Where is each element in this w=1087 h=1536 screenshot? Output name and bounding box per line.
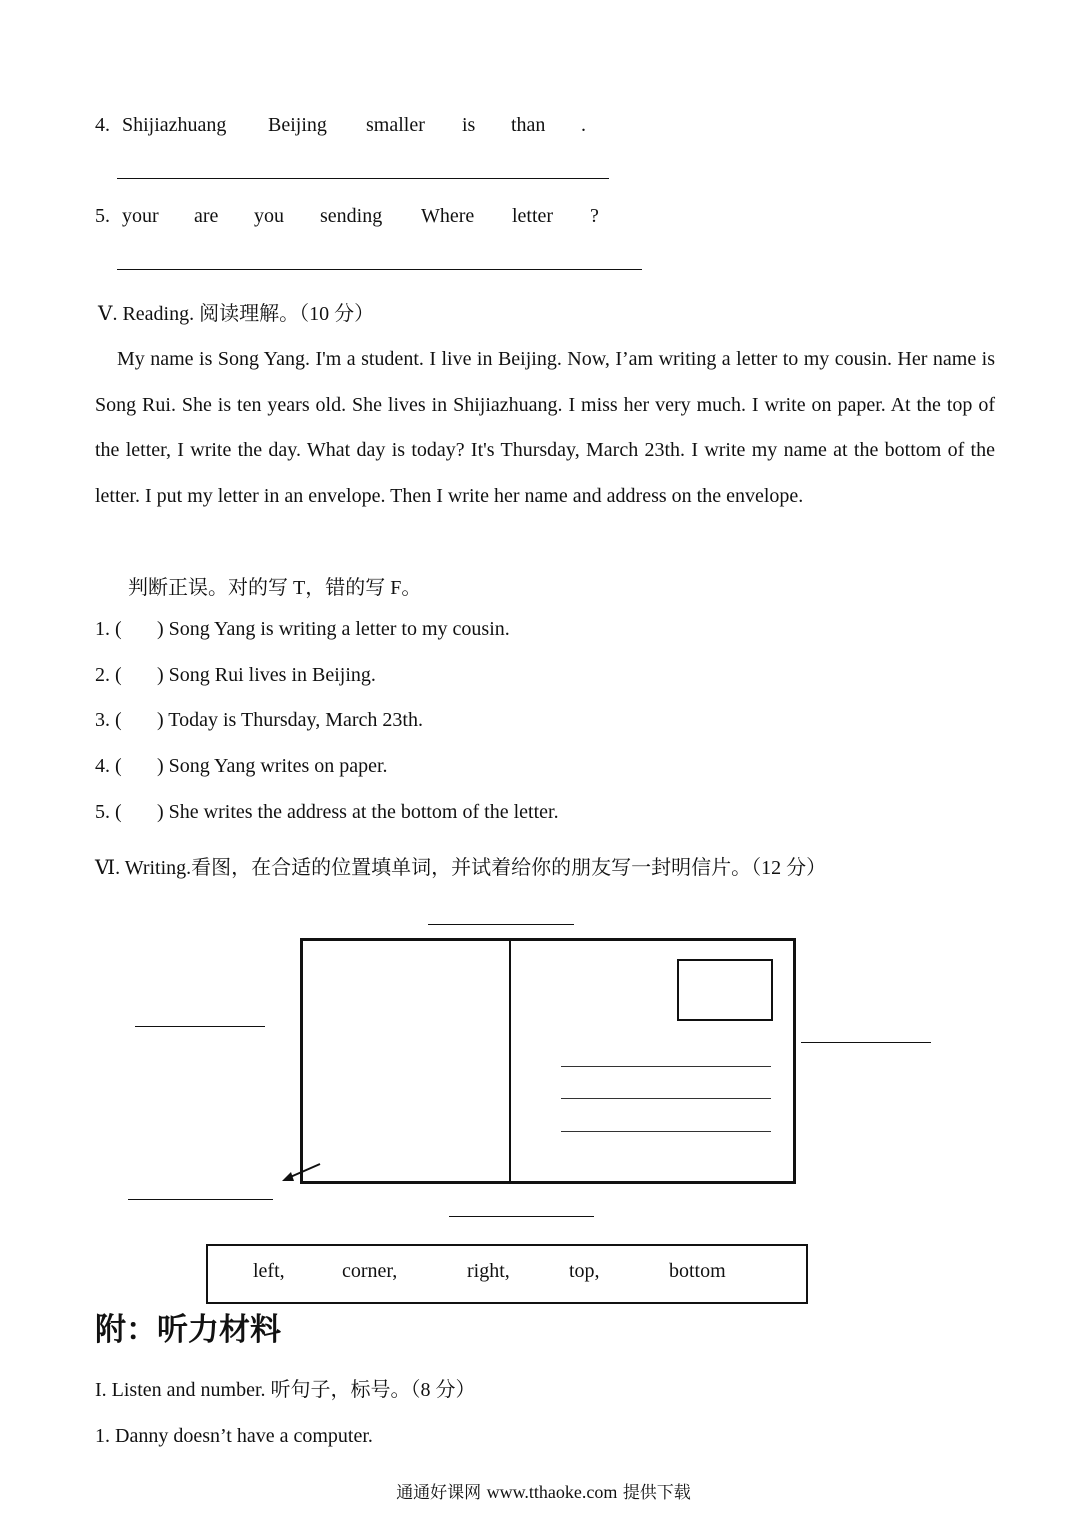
tf-question [95, 664, 376, 687]
tf-number[interactable]: 4. ( [95, 755, 122, 777]
page-footer [0, 1478, 1087, 1503]
appendix-title: 附：听力材料 [95, 1312, 281, 1348]
scramble-word: letter [512, 205, 554, 227]
tf-instruction: 判断正误。对的写 T，错的写 F。 [128, 577, 422, 599]
label-blank-bottom[interactable] [449, 1216, 594, 1217]
word-bank [206, 1244, 808, 1304]
scramble-word: are [194, 205, 219, 227]
scramble-word: Beijing [268, 114, 327, 136]
label-blank-corner[interactable] [128, 1199, 273, 1200]
listening-heading: I. Listen and number. 听句子，标号。（8 分） [95, 1379, 476, 1401]
footer-url[interactable]: www.tthaoke.com [486, 1482, 618, 1502]
scramble-word: Shijiazhuang [122, 114, 227, 136]
footer-site-name: 通通好课网 [396, 1483, 482, 1503]
address-line [561, 1131, 771, 1132]
tf-text: ) Song Yang writes on paper. [157, 755, 388, 777]
tf-text: ) Song Rui lives in Beijing. [157, 664, 376, 686]
footer-suffix: 提供下载 [622, 1483, 691, 1503]
passage-text: My name is Song Yang. I'm a student. I live in Beijing. Now, I’am writing a letter to my cousin. Her name is Song Rui. She is ten years old. She lives in Shijiazhuang. I miss her very much. I write on paper. At the top of the letter, I write the day. What day is today? It's Thursday, March 23th. I write my name at the bottom of the letter. I put my letter in an envelope. Then I write her name and address on the envelope. [95, 348, 995, 508]
word-bank-item: corner, [342, 1260, 398, 1282]
scramble-word: is [462, 114, 476, 136]
tf-number[interactable]: 3. ( [95, 709, 122, 731]
tf-text: ) Today is Thursday, March 23th. [157, 709, 423, 731]
postcard-divider [509, 941, 511, 1181]
scramble-word: sending [320, 205, 383, 227]
tf-number[interactable]: 1. ( [95, 618, 122, 640]
scramble-word: Where [421, 205, 475, 227]
tf-question [95, 801, 559, 824]
scramble-word: you [254, 205, 284, 227]
stamp-box [677, 959, 773, 1021]
scramble-word: . [581, 114, 586, 136]
tf-number[interactable]: 2. ( [95, 664, 122, 686]
tf-number[interactable]: 5. ( [95, 801, 122, 823]
answer-line[interactable] [117, 178, 609, 179]
item-number: 4. [95, 114, 110, 136]
tf-text: ) Song Yang is writing a letter to my cousin. [157, 618, 510, 640]
label-blank-left[interactable] [135, 1026, 265, 1027]
reading-passage [95, 337, 995, 520]
listening-item: 1. Danny doesn’t have a computer. [95, 1425, 373, 1447]
item-number: 5. [95, 205, 110, 227]
tf-question [95, 709, 423, 732]
scramble-word: your [122, 205, 159, 227]
writing-heading: Ⅵ. Writing.看图，在合适的位置填单词，并试着给你的朋友写一封明信片。（12 分） [95, 857, 827, 879]
tf-text: ) She writes the address at the bottom of the letter. [157, 801, 559, 823]
arrow-icon [278, 1160, 326, 1186]
tf-question [95, 755, 388, 778]
address-line [561, 1066, 771, 1067]
label-blank-right[interactable] [801, 1042, 931, 1043]
label-blank-top[interactable] [428, 924, 574, 925]
scramble-word: than [511, 114, 546, 136]
word-bank-item: bottom [669, 1260, 726, 1282]
scramble-word: smaller [366, 114, 425, 136]
address-line [561, 1098, 771, 1099]
word-bank-item: right, [467, 1260, 510, 1282]
reading-heading: Ⅴ. Reading. 阅读理解。（10 分） [98, 303, 375, 325]
postcard-diagram [300, 938, 796, 1184]
answer-line[interactable] [117, 269, 642, 270]
word-bank-item: left, [253, 1260, 285, 1282]
tf-question [95, 618, 510, 641]
word-bank-item: top, [569, 1260, 600, 1282]
scramble-word: ? [590, 205, 599, 227]
